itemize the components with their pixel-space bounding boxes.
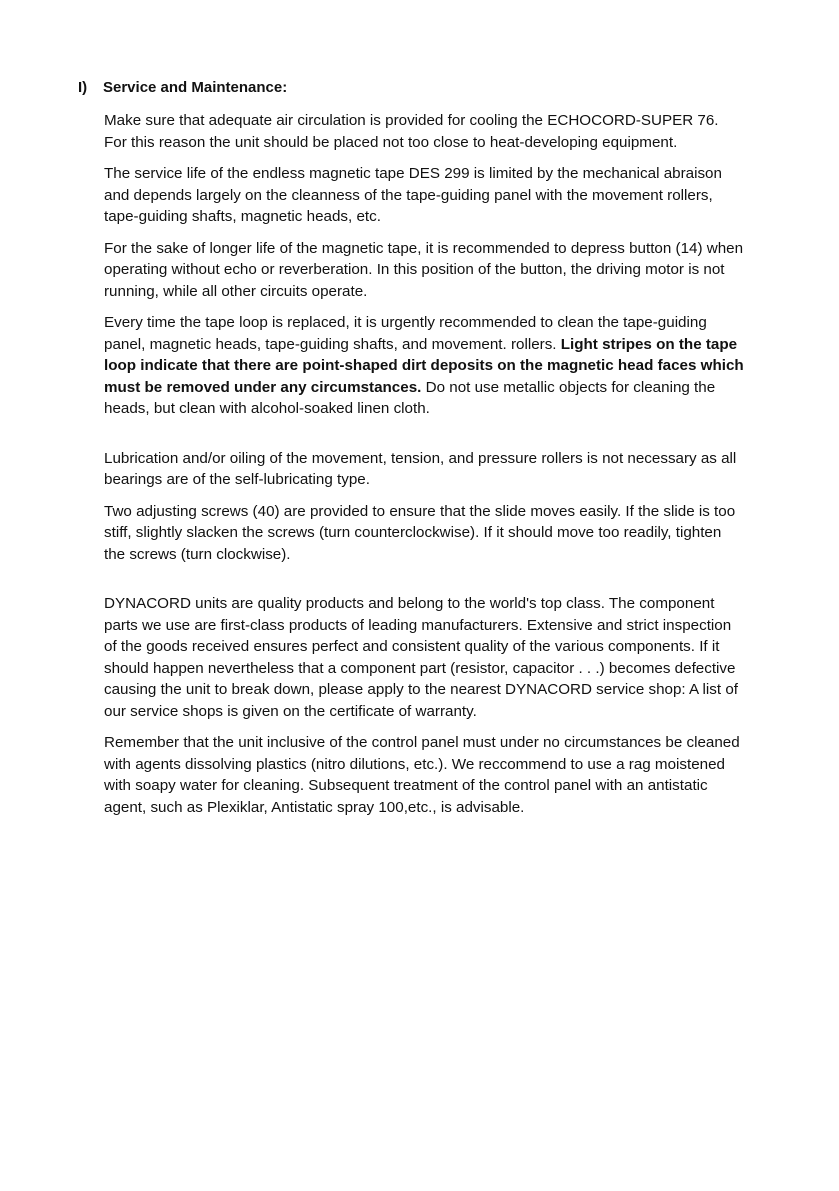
section-title: Service and Maintenance: — [103, 79, 288, 96]
paragraph-lubrication: Lubrication and/or oiling of the movement, tension, and pressure rollers is not necessary as all bearings are of the self-lubricating type. — [104, 449, 737, 488]
paragraph-air-circulation: Make sure that adequate air circulation is provided for cooling the ECHOCORD-SUPER 76. For this reason the unit should be placed not too close to heat-developing equipment. — [104, 112, 719, 151]
cleaning-text-start: Every time the tape loop is replaced, it is urgently recommended to clean the tape-guiding panel, magnetic heads, tape-guiding shafts, and movement. rollers. — [104, 314, 707, 353]
section-body — [104, 110, 744, 828]
section-heading — [78, 78, 287, 98]
paragraph-adjusting-screws: Two adjusting screws (40) are provided to ensure that the slide moves easily. If the slide is too stiff, slightly slacken the screws (turn counterclockwise). If it should move too readily, tighten the screws (turn clockwise). — [104, 502, 736, 563]
paragraph-cleaning-agents: Remember that the unit inclusive of the control panel must under no circumstances be cleaned with agents dissolving plastics (nitro dilutions, etc.). We reccommend to use a rag moistened with soapy water for cleaning. Subsequent treatment of the control panel with an antistatic agent, such as Plexiklar, Antistatic spray 100,etc., is advisable. — [104, 734, 740, 816]
paragraph-depress-button: For the sake of longer life of the magnetic tape, it is recommended to depress button (14) when operating without echo or reverberation. In this position of the button, the driving motor is not running, while all other circuits operate. — [104, 239, 744, 300]
cleaning-text-end: Do not use metallic objects for cleaning the heads, but clean with alcohol-soaked linen cloth. — [104, 378, 716, 417]
paragraph-quality-products: DYNACORD units are quality products and belong to the world's top class. The component parts we use are first-class products of leading manufacturers. Extensive and strict inspection of the goods received ensures perfect and consistent quality of the various components. If it should happen nevertheless that a component part (resistor, capacitor . . .) becomes defective causing the unit to break down, please apply to the nearest DYNACORD service shop: A list of our service shops is given on the certificate of warranty. — [104, 595, 738, 720]
section-number: I) — [78, 79, 88, 96]
paragraph-cleaning — [104, 312, 744, 420]
cleaning-warning: Light stripes on the tape loop indicate that there are point-shaped dirt deposits on the magnetic head faces which must be removed under any circumstances. — [104, 335, 744, 396]
paragraph-tape-service-life: The service life of the endless magnetic tape DES 299 is limited by the mechanical abraison and depends largely on the cleanness of the tape-guiding panel with the movement rollers, tape-guiding shafts, magnetic heads, etc. — [104, 165, 722, 225]
